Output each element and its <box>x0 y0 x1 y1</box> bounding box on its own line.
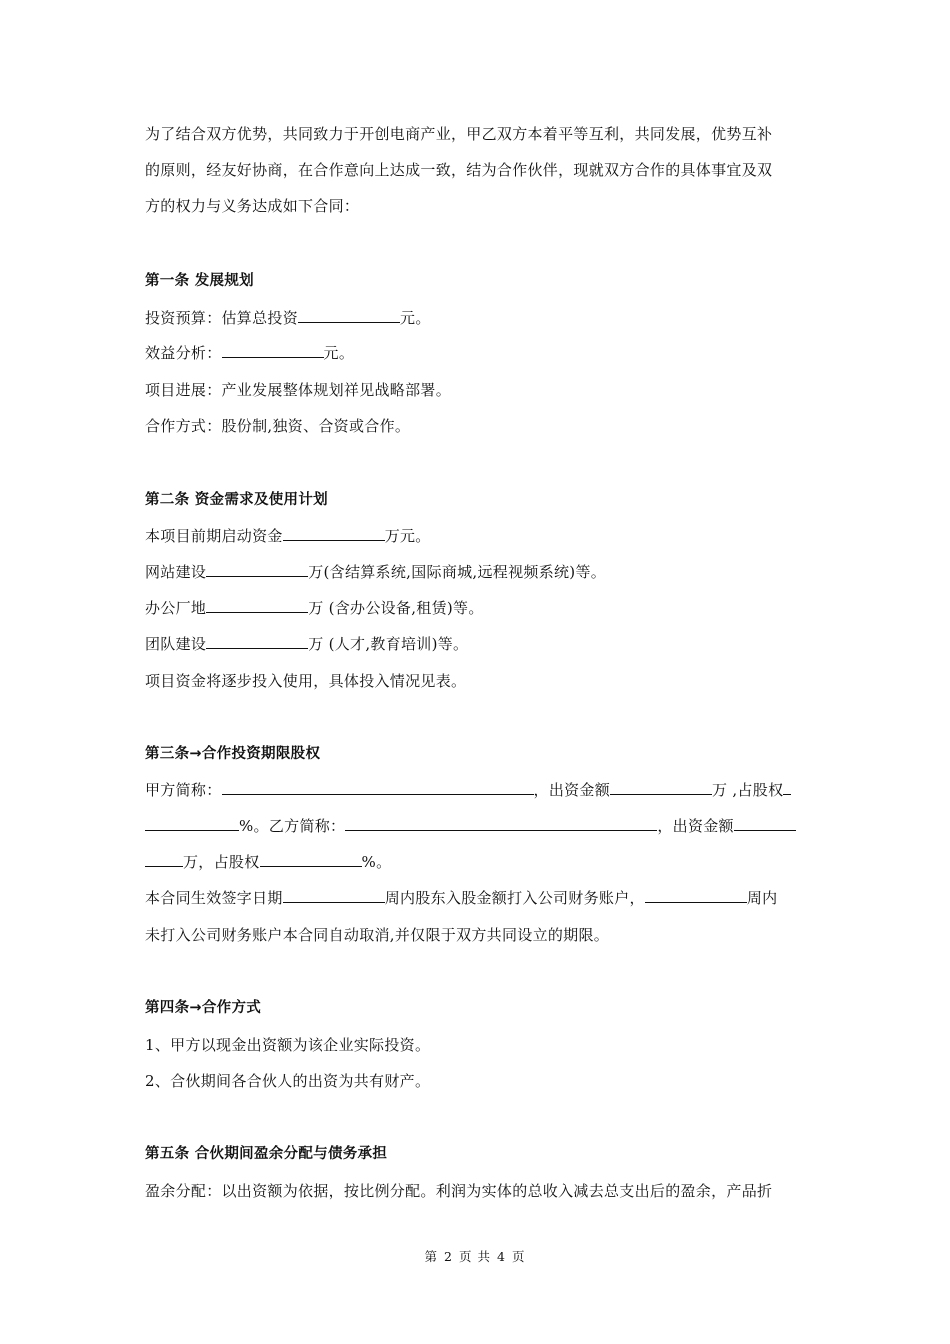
art2-website <box>145 562 606 582</box>
intro-line-1: 为了结合双方优势，共同致力于开创电商产业，甲乙双方本着平等互利，共同发展，优势互补 <box>145 125 773 143</box>
blank-field[interactable] <box>283 526 385 541</box>
label: 本合同生效签字日期 <box>145 889 283 907</box>
label: 万，占股权 <box>183 853 260 871</box>
label: ，出资金额 <box>533 781 611 799</box>
art3-effective-date <box>145 888 777 908</box>
label: %。 <box>361 853 392 871</box>
blank-field[interactable] <box>222 343 324 358</box>
art5-profit-distribution: 盈余分配：以出资额为依据，按比例分配。利润为实体的总收入减去总支出后的盈余，产品折 <box>145 1182 773 1200</box>
label: 元。 <box>400 309 431 327</box>
article-1-heading: 第一条 发展规划 <box>145 273 254 289</box>
footer-suffix: 页 <box>511 1249 526 1264</box>
article-5-heading: 第五条 合伙期间盈余分配与债务承担 <box>145 1146 388 1162</box>
label: 团队建设 <box>145 635 207 653</box>
intro-line-2: 的原则，经友好协商，在合作意向上达成一致，结为合作伙伴，现就双方合作的具体事宜及双 <box>145 161 773 179</box>
art2-office <box>145 598 484 618</box>
intro-line-3: 方的权力与义务达成如下合同： <box>145 197 360 215</box>
label: 效益分析： <box>145 344 222 362</box>
page-footer <box>0 1247 950 1265</box>
blank-field[interactable] <box>206 634 308 649</box>
party-a-share-field[interactable] <box>145 816 239 831</box>
party-a-name-field[interactable] <box>222 780 534 795</box>
party-b-amount-field-start[interactable] <box>734 816 796 831</box>
party-b-amount-field[interactable] <box>145 852 183 867</box>
art2-startup-capital <box>145 526 431 546</box>
label: 万 (人才,教育培训)等。 <box>308 635 469 653</box>
label: 甲方简称： <box>145 781 222 799</box>
weeks-field-2[interactable] <box>645 888 747 903</box>
art4-item-2: 2、合伙期间各合伙人的出资为共有财产。 <box>145 1072 431 1090</box>
label: 投资预算：估算总投资 <box>145 309 299 327</box>
total-pages: 4 <box>496 1249 506 1264</box>
label: 元。 <box>323 344 355 362</box>
art2-fund-usage: 项目资金将逐步投入使用，具体投入情况见表。 <box>145 672 467 690</box>
art1-benefit-analysis <box>145 343 354 363</box>
label: 万 ,占股权 <box>712 781 784 799</box>
label: ，出资金额 <box>657 817 734 835</box>
blank-field[interactable] <box>298 308 400 323</box>
art1-progress: 项目进展：产业发展整体规划祥见战略部署。 <box>145 381 452 399</box>
label: 本项目前期启动资金 <box>145 527 283 545</box>
footer-mid: 页 共 <box>459 1249 491 1264</box>
party-b-share-field[interactable] <box>260 852 362 867</box>
page-number: 2 <box>444 1249 453 1264</box>
weeks-field[interactable] <box>283 888 385 903</box>
party-b-name-field[interactable] <box>345 816 657 831</box>
article-2-heading: 第二条 资金需求及使用计划 <box>145 492 328 508</box>
party-a-amount-field[interactable] <box>610 780 712 795</box>
label: 网站建设 <box>145 563 207 581</box>
art3-party-b-share <box>145 852 391 872</box>
label: 万 (含办公设备,租赁)等。 <box>308 599 484 617</box>
art3-party-b <box>145 816 796 836</box>
blank-field[interactable] <box>206 562 308 577</box>
party-a-share-field-start[interactable] <box>783 780 791 795</box>
label: 周内股东入股金额打入公司财务账户， <box>384 889 645 907</box>
footer-prefix: 第 <box>424 1249 439 1264</box>
article-4-heading: 第四条→合作方式 <box>145 1000 262 1016</box>
art3-party-a <box>145 780 791 800</box>
art1-investment-budget <box>145 308 431 328</box>
art4-item-1: 1、甲方以现金出资额为该企业实际投资。 <box>145 1036 431 1054</box>
label: 办公厂地 <box>145 599 207 617</box>
art3-cancel-clause: 未打入公司财务账户本合同自动取消,并仅限于双方共同设立的期限。 <box>145 926 610 944</box>
art1-cooperation-mode: 合作方式：股份制,独资、合资或合作。 <box>145 417 411 435</box>
art2-team <box>145 634 468 654</box>
blank-field[interactable] <box>206 598 308 613</box>
label: 万(含结算系统,国际商城,远程视频系统)等。 <box>308 563 607 581</box>
label: 万元。 <box>384 527 431 545</box>
label: 周内 <box>746 889 778 907</box>
article-3-heading: 第三条→合作投资期限股权 <box>145 746 321 762</box>
label: %。乙方简称： <box>239 817 346 835</box>
